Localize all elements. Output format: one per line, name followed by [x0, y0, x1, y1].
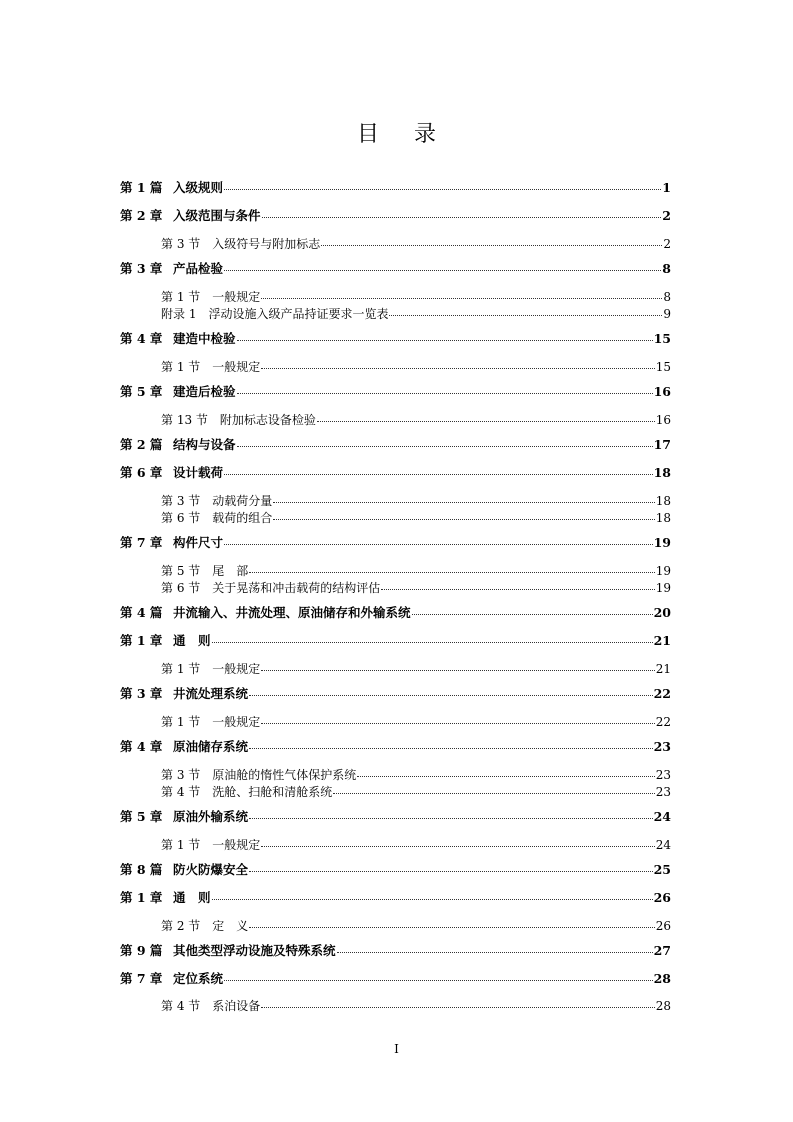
toc-entry-major[interactable] — [120, 535, 671, 551]
toc-entry-page: 21 — [655, 662, 671, 676]
toc-entry-number: 第 2 节 — [161, 919, 201, 933]
dot-leader — [381, 589, 654, 590]
toc-entry-page: 23 — [655, 785, 671, 799]
toc-entry-major[interactable] — [120, 208, 671, 224]
toc-entry-title: 原油外输系统 — [173, 809, 249, 824]
toc-entry-title: 井流输入、井流处理、原油储存和外输系统 — [173, 605, 411, 620]
toc-entry-title: 附加标志设备检验 — [219, 413, 316, 427]
toc-entry-number: 第 2 章 — [120, 208, 163, 223]
toc-entry-minor[interactable] — [161, 580, 671, 596]
toc-entry-page: 25 — [653, 862, 671, 877]
dot-leader — [261, 1007, 654, 1008]
toc-entry-title: 通 则 — [173, 633, 211, 648]
toc-entry-page: 15 — [653, 331, 671, 346]
dot-leader — [273, 519, 654, 520]
toc-entry-major[interactable] — [120, 809, 671, 825]
toc-entry-number: 第 8 篇 — [120, 862, 163, 877]
toc-entry-title: 一般规定 — [212, 838, 261, 852]
toc-entry-number: 第 1 章 — [120, 890, 163, 905]
toc-entry-number: 第 1 节 — [161, 715, 201, 729]
toc-entry-major[interactable] — [120, 465, 671, 481]
dot-leader — [212, 642, 653, 643]
toc-entry-major[interactable] — [120, 633, 671, 649]
toc-entry-major[interactable] — [120, 971, 671, 987]
toc-entry-title: 入级规则 — [173, 180, 224, 195]
dot-leader — [224, 544, 653, 545]
toc-entry-title: 定位系统 — [173, 971, 224, 986]
toc-entry-page: 19 — [655, 581, 671, 595]
toc-entry-number: 第 3 章 — [120, 261, 163, 276]
dot-leader — [249, 695, 653, 696]
dot-leader — [317, 421, 655, 422]
dot-leader — [261, 846, 654, 847]
toc-entry-page: 21 — [653, 633, 671, 648]
toc-entry-number: 第 1 篇 — [120, 180, 163, 195]
toc-entry-number: 第 13 节 — [161, 413, 208, 427]
toc-entry-page: 18 — [655, 511, 671, 525]
toc-entry-page: 24 — [653, 809, 671, 824]
dot-leader — [212, 899, 653, 900]
toc-entry-page: 23 — [655, 768, 671, 782]
dot-leader — [249, 572, 654, 573]
toc-entry-title: 设计载荷 — [173, 465, 224, 480]
toc-entry-minor[interactable] — [161, 359, 671, 375]
toc-entry-page: 1 — [662, 180, 671, 195]
dot-leader — [249, 818, 653, 819]
toc-entry-title: 一般规定 — [212, 662, 261, 676]
dot-leader — [357, 776, 654, 777]
toc-entry-number: 第 9 篇 — [120, 943, 163, 958]
toc-entry-minor[interactable] — [161, 998, 671, 1014]
dot-leader — [333, 793, 654, 794]
toc-entry-major[interactable] — [120, 862, 671, 878]
toc-entry-major[interactable] — [120, 686, 671, 702]
toc-entry-number: 第 6 节 — [161, 511, 201, 525]
toc-entry-title: 洗舱、扫舱和清舱系统 — [212, 785, 333, 799]
toc-entry-major[interactable] — [120, 739, 671, 755]
toc-entry-number: 第 3 章 — [120, 686, 163, 701]
toc-entry-number: 第 5 章 — [120, 809, 163, 824]
toc-entry-page: 22 — [653, 686, 671, 701]
dot-leader — [237, 446, 653, 447]
dot-leader — [249, 927, 654, 928]
toc-entry-page: 9 — [663, 307, 671, 321]
dot-leader — [237, 393, 653, 394]
toc-entry-number: 第 1 节 — [161, 290, 201, 304]
toc-entry-title: 通 则 — [173, 890, 211, 905]
toc-entry-number: 第 4 节 — [161, 785, 201, 799]
toc-entry-number: 第 4 章 — [120, 739, 163, 754]
dot-leader — [261, 368, 654, 369]
toc-entry-minor[interactable] — [161, 918, 671, 934]
toc-entry-minor[interactable] — [161, 714, 671, 730]
toc-entry-minor[interactable] — [161, 236, 671, 252]
toc-entry-minor[interactable] — [161, 767, 671, 783]
toc-entry-number: 第 3 节 — [161, 494, 201, 508]
dot-leader — [249, 871, 653, 872]
toc-entry-page: 19 — [655, 564, 671, 578]
toc-entry-minor[interactable] — [161, 563, 671, 579]
toc-entry-minor[interactable] — [161, 837, 671, 853]
toc-entry-page: 8 — [662, 261, 671, 276]
toc-entry-major[interactable] — [120, 890, 671, 906]
toc-entry-page: 22 — [655, 715, 671, 729]
toc-entry-major[interactable] — [120, 605, 671, 621]
toc-entry-number: 第 2 篇 — [120, 437, 163, 452]
toc-entry-number: 第 1 节 — [161, 662, 201, 676]
toc-entry-major[interactable] — [120, 180, 671, 196]
dot-leader — [224, 189, 661, 190]
dot-leader — [224, 270, 661, 271]
toc-entry-title: 浮动设施入级产品持证要求一览表 — [208, 307, 389, 321]
toc-entry-page: 26 — [655, 919, 671, 933]
toc-entry-title: 一般规定 — [212, 290, 261, 304]
page-number-footer: I — [394, 1042, 399, 1056]
toc-entry-number: 附录 1 — [161, 307, 197, 321]
toc-entry-page: 18 — [655, 494, 671, 508]
toc-entry-number: 第 3 节 — [161, 237, 201, 251]
toc-entry-page: 8 — [663, 290, 671, 304]
toc-entry-page: 28 — [653, 971, 671, 986]
toc-entry-title: 系泊设备 — [212, 999, 261, 1013]
toc-entry-title: 动载荷分量 — [212, 494, 273, 508]
toc-entry-page: 16 — [655, 413, 671, 427]
toc-entry-title: 构件尺寸 — [173, 535, 224, 550]
toc-entry-page: 19 — [653, 535, 671, 550]
toc-entry-number: 第 5 章 — [120, 384, 163, 399]
dot-leader — [261, 723, 654, 724]
toc-entry-number: 第 4 篇 — [120, 605, 163, 620]
toc-entry-minor[interactable] — [161, 289, 671, 305]
toc-entry-page: 17 — [653, 437, 671, 452]
toc-entry-page: 15 — [655, 360, 671, 374]
toc-entry-number: 第 4 节 — [161, 999, 201, 1013]
toc-entry-title: 建造中检验 — [173, 331, 236, 346]
dot-leader — [224, 980, 653, 981]
dot-leader — [337, 952, 653, 953]
toc-entry-title: 定 义 — [212, 919, 249, 933]
toc-entry-major[interactable] — [120, 943, 671, 959]
dot-leader — [321, 245, 662, 246]
dot-leader — [389, 315, 662, 316]
dot-leader — [261, 298, 662, 299]
toc-entry-page: 28 — [655, 999, 671, 1013]
toc-entry-major[interactable] — [120, 437, 671, 453]
toc-entry-number: 第 1 节 — [161, 360, 201, 374]
toc-entry-title: 防火防爆安全 — [173, 862, 249, 877]
toc-entry-title: 载荷的组合 — [212, 511, 273, 525]
dot-leader — [237, 340, 653, 341]
dot-leader — [273, 502, 654, 503]
toc-entry-page: 2 — [662, 208, 671, 223]
toc-entry-minor[interactable] — [161, 661, 671, 677]
toc-entry-page: 24 — [655, 838, 671, 852]
toc-entry-title: 其他类型浮动设施及特殊系统 — [173, 943, 336, 958]
toc-entry-minor[interactable] — [161, 784, 671, 800]
toc-entry-page: 23 — [653, 739, 671, 754]
toc-entry-title: 原油舱的惰性气体保护系统 — [212, 768, 357, 782]
toc-entry-title: 原油储存系统 — [173, 739, 249, 754]
toc-entry-page: 2 — [663, 237, 671, 251]
toc-entry-number: 第 7 章 — [120, 535, 163, 550]
toc-entry-page: 26 — [653, 890, 671, 905]
toc-entry-minor[interactable] — [161, 510, 671, 526]
dot-leader — [412, 614, 653, 615]
toc-entry-title: 一般规定 — [212, 360, 261, 374]
toc-entry-major[interactable] — [120, 331, 671, 347]
toc-entry-title: 关于晃荡和冲击载荷的结构评估 — [212, 581, 381, 595]
toc-entry-title: 一般规定 — [212, 715, 261, 729]
toc-entry-number: 第 6 节 — [161, 581, 201, 595]
dot-leader — [261, 670, 654, 671]
toc-entry-major[interactable] — [120, 384, 671, 400]
toc-entry-number: 第 7 章 — [120, 971, 163, 986]
toc-entry-page: 16 — [653, 384, 671, 399]
toc-entry-page: 18 — [653, 465, 671, 480]
toc-entry-number: 第 1 章 — [120, 633, 163, 648]
toc-entry-title: 入级范围与条件 — [173, 208, 261, 223]
toc-entry-number: 第 1 节 — [161, 838, 201, 852]
toc-entry-major[interactable] — [120, 261, 671, 277]
toc-entry-title: 入级符号与附加标志 — [212, 237, 321, 251]
toc-entry-minor[interactable] — [161, 493, 671, 509]
toc-entry-title: 产品检验 — [173, 261, 224, 276]
toc-entry-title: 尾 部 — [212, 564, 249, 578]
dot-leader — [249, 748, 653, 749]
dot-leader — [262, 217, 662, 218]
toc-entry-title: 结构与设备 — [173, 437, 236, 452]
toc-entry-minor[interactable] — [161, 306, 671, 322]
toc-entry-number: 第 5 节 — [161, 564, 201, 578]
toc-entry-number: 第 6 章 — [120, 465, 163, 480]
toc-entry-page: 27 — [653, 943, 671, 958]
page-title: 目 录 — [357, 122, 450, 147]
dot-leader — [224, 474, 653, 475]
toc-entry-number: 第 3 节 — [161, 768, 201, 782]
toc-entry-title: 井流处理系统 — [173, 686, 249, 701]
toc-entry-number: 第 4 章 — [120, 331, 163, 346]
toc-entry-title: 建造后检验 — [173, 384, 236, 399]
toc-entry-minor[interactable] — [161, 412, 671, 428]
toc-entry-page: 20 — [653, 605, 671, 620]
